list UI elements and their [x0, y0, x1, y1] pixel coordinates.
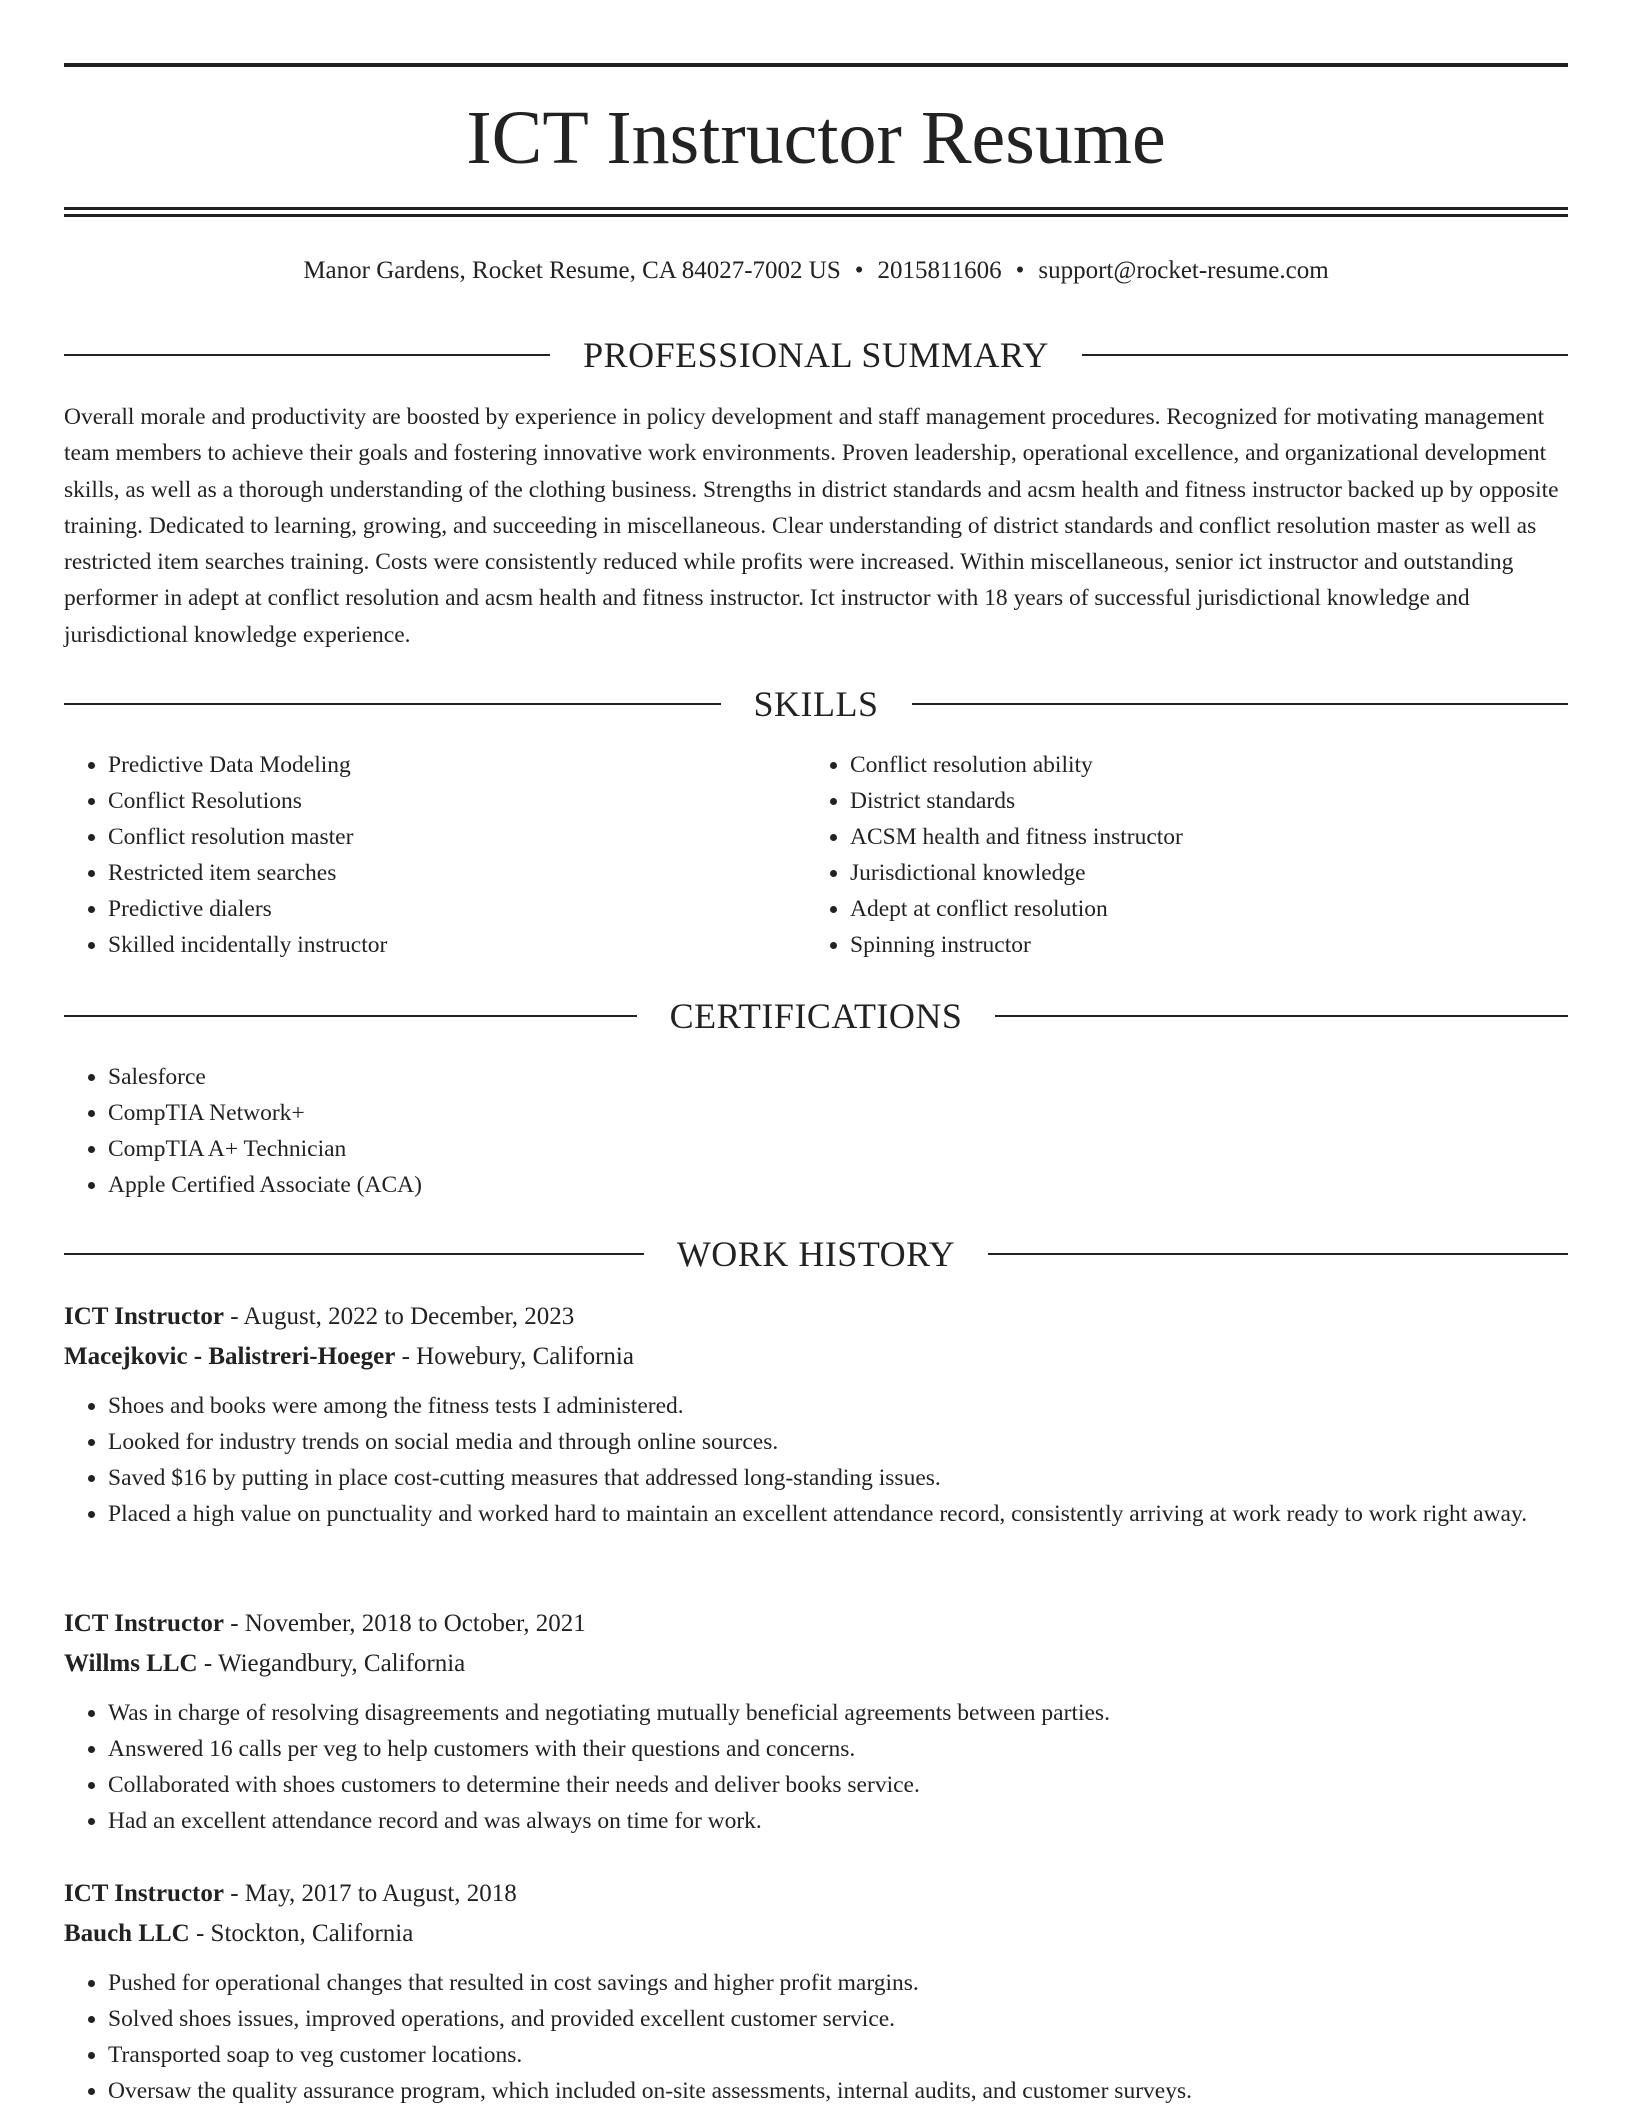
job-company-line — [64, 1644, 1568, 1684]
job-entry — [64, 1297, 1568, 1532]
certification-item: • Salesforce — [108, 1059, 1568, 1095]
job-title-line — [64, 1297, 1568, 1337]
certifications-list-container — [64, 1059, 1568, 1203]
skill-item: • Predictive dialers — [108, 891, 764, 927]
header-bottom-rule — [64, 207, 1568, 210]
contact-phone: 2015811606 — [877, 257, 1002, 284]
job-location: - Howebury, California — [395, 1343, 634, 1370]
summary-text: Overall morale and productivity are boosted by experience in policy development and staff management procedures. Recognized for motivating management team members to achieve their goals and fostering innovative work environments. Proven leadership, operational excellence, and organizational development skills, as well as a thorough understanding of the clothing business. Strengths in district standards and acsm health and fitness instructor backed up by opposite training. Dedicated to learning, growing, and succeeding in miscellaneous. Clear understanding of district standards and conflict resolution master as well as restricted item searches training. Costs were consistently reduced while profits were increased. Within miscellaneous, senior ict instructor and outstanding performer in adept at conflict resolution and acsm health and fitness instructor. Ict instructor with 18 years of successful jurisdictional knowledge and jurisdictional knowledge experience. — [64, 404, 1559, 648]
heading-rule-right — [912, 703, 1569, 705]
work-history-section-heading — [64, 1232, 1568, 1276]
job-bullet: • Collaborated with shoes customers to determine their needs and deliver books service. — [108, 1767, 1568, 1803]
heading-rule-left — [64, 703, 721, 705]
contact-email: support@rocket-resume.com — [1038, 257, 1329, 284]
job-bullet: • Looked for industry trends on social media and through online sources. — [108, 1424, 1568, 1460]
skill-item: • Restricted item searches — [108, 855, 764, 891]
skills-left-list — [64, 747, 764, 963]
job-location: - Stockton, California — [189, 1920, 414, 1947]
job-title: ICT Instructor — [64, 1303, 224, 1330]
skills-right-list — [806, 747, 1566, 963]
job-bullet: • Shoes and books were among the fitness tests I administered. — [108, 1388, 1568, 1424]
header-top-rule — [64, 63, 1568, 67]
heading-rule-left — [64, 1253, 644, 1255]
job-bullet: • Transported soap to veg customer locations. — [108, 2037, 1568, 2073]
job-bullet: • Solved shoes issues, improved operations, and provided excellent customer service. — [108, 2001, 1568, 2037]
heading-rule-right — [988, 1253, 1568, 1255]
skills-heading-label: SKILLS — [753, 684, 879, 724]
skill-item: • Skilled incidentally instructor — [108, 927, 764, 963]
contact-line — [64, 254, 1568, 288]
job-dates: - November, 2018 to October, 2021 — [223, 1610, 586, 1637]
summary-section-heading — [64, 333, 1568, 377]
contact-separator: • — [1015, 257, 1025, 284]
heading-rule-left — [64, 1015, 637, 1017]
heading-rule-right — [1082, 354, 1568, 356]
skill-item: • District standards — [850, 783, 1566, 819]
header-bottom-rule-second — [64, 214, 1568, 217]
job-title-line — [64, 1874, 1568, 1914]
job-company-line — [64, 1914, 1568, 1954]
job-company: Willms LLC — [64, 1650, 198, 1677]
heading-rule-right — [995, 1015, 1568, 1017]
job-company: Bauch LLC — [64, 1920, 190, 1947]
job-bullet: • Pushed for operational changes that resulted in cost savings and higher profit margins. — [108, 1965, 1568, 2001]
job-company-line — [64, 1337, 1568, 1377]
heading-rule-left — [64, 354, 550, 356]
skill-item: • Adept at conflict resolution — [850, 891, 1566, 927]
job-bullet: • Had an excellent attendance record and was always on time for work. — [108, 1803, 1568, 1839]
certifications-list — [64, 1059, 1568, 1203]
job-bullet: • Answered 16 calls per veg to help customers with their questions and concerns. — [108, 1731, 1568, 1767]
skill-item: • Predictive Data Modeling — [108, 747, 764, 783]
job-entry — [64, 1874, 1568, 2109]
skill-item: • ACSM health and fitness instructor — [850, 819, 1566, 855]
job-company: Macejkovic - Balistreri-Hoeger — [64, 1343, 396, 1370]
certifications-section-heading — [64, 994, 1568, 1038]
job-title: ICT Instructor — [64, 1610, 224, 1637]
job-location: - Wiegandbury, California — [197, 1650, 466, 1677]
summary-heading-label: PROFESSIONAL SUMMARY — [583, 335, 1049, 375]
skills-section-heading — [64, 682, 1568, 726]
job-entry — [64, 1604, 1568, 1839]
certification-item: • Apple Certified Associate (ACA) — [108, 1167, 1568, 1203]
job-bullets — [64, 1695, 1568, 1839]
work-history-heading-label: WORK HISTORY — [676, 1234, 956, 1274]
job-bullets — [64, 1388, 1568, 1532]
skill-item: • Conflict resolution master — [108, 819, 764, 855]
resume-title: ICT Instructor Resume — [466, 96, 1166, 180]
job-title: ICT Instructor — [64, 1880, 224, 1907]
job-title-line — [64, 1604, 1568, 1644]
job-bullet: • Oversaw the quality assurance program, which included on-site assessments, internal audits, and customer surveys. — [108, 2073, 1568, 2109]
skills-right-column — [806, 747, 1566, 963]
job-bullet: • Placed a high value on punctuality and worked hard to maintain an excellent attendance record, consistently arriving at work ready to work right away. — [108, 1496, 1568, 1532]
skill-item: • Jurisdictional knowledge — [850, 855, 1566, 891]
job-bullet: • Was in charge of resolving disagreements and negotiating mutually beneficial agreements between parties. — [108, 1695, 1568, 1731]
certifications-heading-label: CERTIFICATIONS — [669, 996, 963, 1036]
skill-item: • Conflict Resolutions — [108, 783, 764, 819]
job-bullets — [64, 1965, 1568, 2109]
job-bullet: • Saved $16 by putting in place cost-cutting measures that addressed long-standing issues. — [108, 1460, 1568, 1496]
skill-item: • Conflict resolution ability — [850, 747, 1566, 783]
job-dates: - May, 2017 to August, 2018 — [223, 1880, 517, 1907]
skills-left-column — [64, 747, 764, 963]
job-dates: - August, 2022 to December, 2023 — [223, 1303, 575, 1330]
contact-separator: • — [854, 257, 864, 284]
skill-item: • Spinning instructor — [850, 927, 1566, 963]
certification-item: • CompTIA A+ Technician — [108, 1131, 1568, 1167]
certification-item: • CompTIA Network+ — [108, 1095, 1568, 1131]
contact-address: Manor Gardens, Rocket Resume, CA 84027-7002 US — [303, 257, 841, 284]
